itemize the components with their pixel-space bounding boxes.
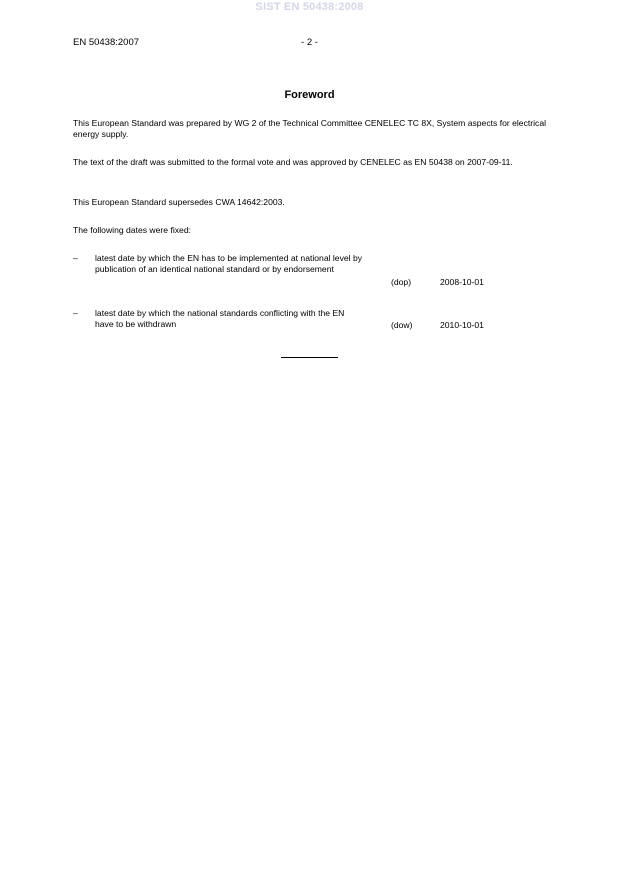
watermark: SIST EN 50438:2008 xyxy=(255,1,364,13)
page-title: Foreword xyxy=(284,89,335,101)
list-dash: – xyxy=(73,308,78,318)
page-number: - 2 - xyxy=(301,37,318,48)
list-dash: – xyxy=(73,253,78,263)
date-item-dop xyxy=(73,253,551,287)
paragraph-dates-intro: The following dates were fixed: xyxy=(73,225,191,235)
date-item-dow xyxy=(73,308,551,332)
date-item-date: 2008-10-01 xyxy=(440,277,484,287)
paragraph-approval: The text of the draft was submitted to the formal vote and was approved by CENELEC as EN 50438 on 2007-09-11. xyxy=(73,157,513,167)
paragraph-supersedes: This European Standard supersedes CWA 14642:2003. xyxy=(73,197,285,207)
date-item-code: (dop) xyxy=(391,277,412,287)
document-id: EN 50438:2007 xyxy=(73,37,140,48)
date-item-text: latest date by which the EN has to be implemented at national level by publication of an identical national standard or by endorsement xyxy=(95,253,363,274)
date-item-code: (dow) xyxy=(391,320,413,330)
paragraph-prepared-by: This European Standard was prepared by WG 2 of the Technical Committee CENELEC TC 8X, System aspects for electrical energy supply. xyxy=(73,118,547,139)
date-item-date: 2010-10-01 xyxy=(440,320,484,330)
end-rule xyxy=(281,357,338,358)
date-item-text: latest date by which the national standards conflicting with the EN have to be withdrawn xyxy=(95,308,345,329)
